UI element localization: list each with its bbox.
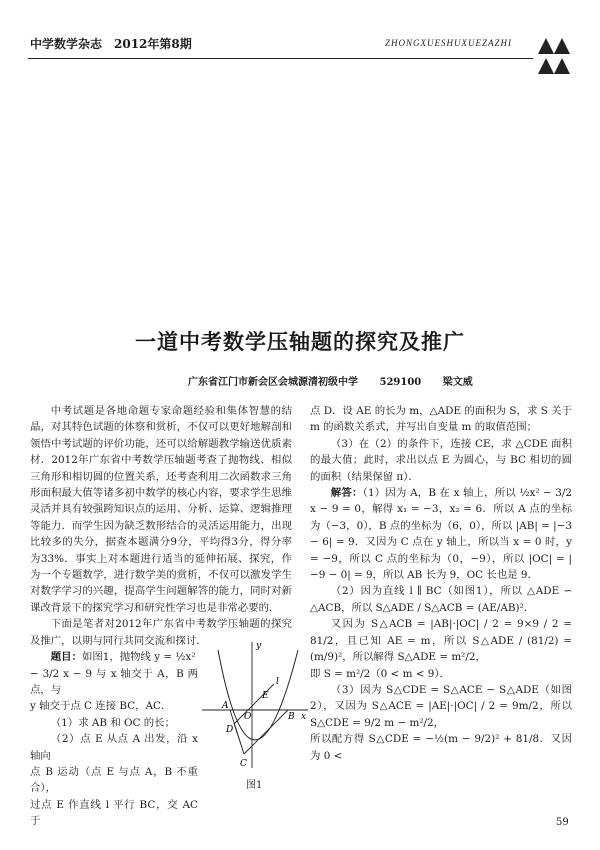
- fig-label: x: [301, 712, 307, 722]
- article-title: 一道中考数学压轴题的探究及推广: [135, 330, 465, 354]
- problem-line: y 轴交于点 C 连接 BC，AC．: [30, 700, 172, 713]
- right-column: [310, 403, 572, 764]
- postcode: 529100: [379, 377, 422, 388]
- fig-label: l: [276, 677, 279, 687]
- page-number: 59: [556, 817, 569, 828]
- fig-label: D: [226, 725, 234, 735]
- byline: [188, 373, 491, 388]
- question-2-cont: 过点 E 作直线 l 平行 BC，交 AC 于: [30, 798, 198, 828]
- fig-label: C: [240, 759, 247, 769]
- question-1: （1）求 AB 和 OC 的长；: [50, 716, 175, 729]
- journal-pinyin: ZHONGXUESHUXUEZAZHI: [385, 38, 512, 48]
- question-2: （2）点 E 从点 A 出发，沿 x 轴向: [30, 733, 198, 762]
- fig-label: y: [256, 641, 262, 651]
- header-rule: [28, 58, 533, 59]
- journal-header: 中学数学杂志 2012年第8期: [30, 37, 192, 51]
- intro-paragraph-2: 下面是笔者对2012年广东省中考数学压轴题的探究及推广，以期与同行共同交流和探讨．: [30, 618, 292, 647]
- author: 梁文威: [442, 377, 473, 388]
- solution-part-2-result: 即 S = m²/2（0 < m < 9）．: [310, 667, 450, 680]
- problem-line: 如图1，抛物线 y = ½x²: [81, 651, 196, 664]
- solution-part-3-cont: 所以配方得 S△CDE = −½(m − 9/2)² + 81/8．又因为 0 <: [310, 733, 572, 762]
- affiliation: 广东省江门市新会区会城源清初级中学: [188, 377, 358, 388]
- solution-label: 解答：: [330, 487, 363, 500]
- question-2-end: 点 D．设 AE 的长为 m，△ADE 的面积为 S，求 S 关于 m 的函数关系式，并写出自变量 m 的取值范围；: [310, 405, 572, 434]
- problem-block: [30, 649, 198, 829]
- problem-label: 题目：: [50, 651, 82, 664]
- header-ornament-icon: [538, 34, 570, 74]
- solution-part-2: （2）因为直线 l ∥ BC（如图1），所以 △ADE ∽ △ACB，所以 S△ADE / S△ACB = (AE/AB)²．: [310, 585, 572, 614]
- problem-line: − 3/2 x − 9 与 x 轴交于 A，B 两点，与: [30, 667, 198, 696]
- solution-part-2-cont: 又因为 S△ACB = |AB|·|OC| / 2 = 9×9 / 2 = 81/2，且已知 AE = m，所以 S△ADE / (81/2) = (m/9)²，所以解得 S△ADE = m²/2，: [310, 618, 572, 664]
- question-2-cont: 点 B 运动（点 E 与点 A，B 不重合），: [30, 765, 198, 795]
- fig-label: A: [222, 701, 229, 711]
- question-3: （3）在（2）的条件下，连接 CE，求 △CDE 面积的最大值；此时，求出以点 E 为圆心，与 BC 相切的圆的面积（结果保留 π）．: [310, 437, 572, 483]
- segment-ce: [234, 724, 244, 754]
- figure-1-parabola: [200, 640, 310, 770]
- solution-part-1: （1）因为 A，B 在 x 轴上，所以 ½x² − 3/2 x − 9 = 0，解得 x₁ = −3，x₂ = 6．所以 A 点的坐标为（−3，0），B 点的坐标为（6，0），所以 |AB| = |−3 − 6| = 9．又因为 C 点在 y 轴上，所以当 x = 0 时，y = −9，所以 C 点的坐标为（0，−9），所以 |OC| = |−9 − 0| = 9，所以 AB 长为 9，OC 长也是 9．: [310, 487, 572, 582]
- figure-caption: 图1: [246, 780, 263, 791]
- line-l: [234, 684, 274, 724]
- fig-label: O: [244, 712, 252, 722]
- fig-label: E: [262, 691, 269, 701]
- intro-paragraph: 中考试题是各地命题专家命题经验和集体智慧的结晶，对其特色试题的体察和赏析，不仅可以更好地解剖和领悟中考试题的评价功能，还可以给解题教学输送优质素材．2012年广东省中考数学压轴题考查了抛物线、相似三角形和相切圆的位置关系，还考查利用二次函数求三角形面积最大值等诸多初中数学的核心内容，要求学生思维灵活并具有较强跨知识点的运用、分析、运算、逻辑推理等能力．而学生因为缺乏数形结合的灵活运用能力，出现比较多的失分，据查本题满分9分，平均得3分，得分率为33%．事实上对本题进行适当的延伸拓展、探究，作为一个专题数学，进行数学美的赏析，不仅可以激发学生对数学学习的兴趣，提高学生问题解答的能力，同时对新课改背景下的探究学习和研究性学习也是非常必要的．: [30, 405, 292, 614]
- solution-part-3: （3）因为 S△CDE = S△ACE − S△ADE（如图2），又因为 S△ACE = |AE|·|OC| / 2 = 9m/2，所以 S△CDE = 9/2 m − m²/2，: [310, 683, 572, 729]
- fig-label: B: [288, 712, 295, 722]
